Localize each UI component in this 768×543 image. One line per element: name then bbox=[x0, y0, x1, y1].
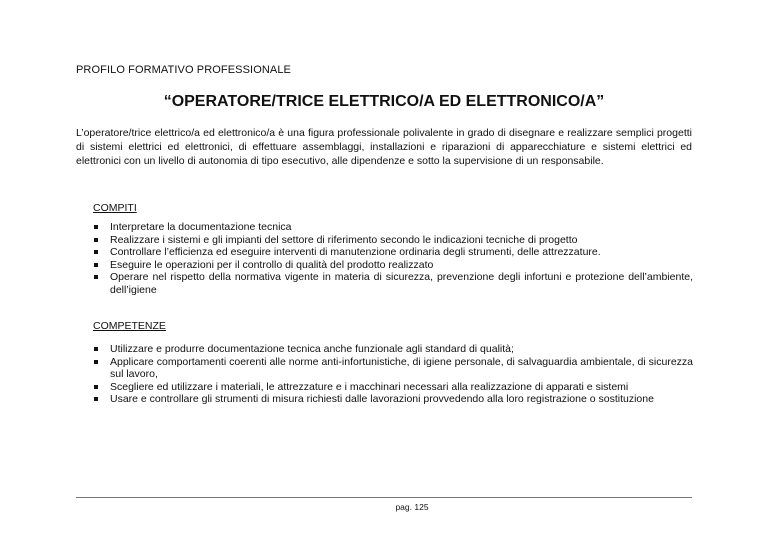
list-item-text: Scegliere ed utilizzare i materiali, le attrezzature e i macchinari necessari alla realizzazione di apparati e sistemi bbox=[110, 380, 629, 393]
list-item bbox=[93, 221, 693, 234]
compiti-list bbox=[93, 221, 693, 296]
document-header: PROFILO FORMATIVO PROFESSIONALE bbox=[76, 64, 291, 76]
page-number: pag. 125 bbox=[395, 502, 429, 512]
list-item bbox=[93, 393, 693, 406]
list-item-text: Interpretare la documentazione tecnica bbox=[110, 221, 292, 233]
list-item bbox=[93, 234, 693, 247]
square-bullet-icon bbox=[94, 385, 98, 389]
list-item-text: Utilizzare e produrre documentazione tecnica anche funzionale agli standard di qualità; bbox=[110, 343, 514, 355]
square-bullet-icon bbox=[94, 225, 98, 229]
list-item-text: Applicare comportamenti coerenti alle norme anti-infortunistiche, di igiene personale, di salvaguardia ambientale, di sicurezza sul lavoro, bbox=[110, 355, 693, 380]
square-bullet-icon bbox=[94, 397, 98, 401]
list-item-text: Operare nel rispetto della normativa vigente in materia di sicurezza, prevenzione degli infortuni e protezione dell’ambiente, dell’igiene bbox=[110, 271, 693, 296]
compiti-heading: COMPITI bbox=[93, 202, 137, 214]
square-bullet-icon bbox=[94, 238, 98, 242]
list-item-text: Realizzare i sistemi e gli impianti del settore di riferimento secondo le indicazioni tecniche di progetto bbox=[110, 233, 578, 246]
intro-paragraph: L’operatore/trice elettrico/a ed elettronico/a è una figura professionale polivalente in grado di disegnare e realizzare semplici progetti di sistemi elettrici ed elettronici, di effettuare assemblaggi, installazioni e riparazioni di apparecchiature e sistemi elettrici ed elettronici con un livello di autonomia di tipo esecutivo, alle dipendenze e sotto la supervisione di un responsabile. bbox=[76, 127, 692, 167]
list-item-text: Controllare l’efficienza ed eseguire interventi di manutenzione ordinaria degli strumenti, delle attrezzature. bbox=[110, 246, 601, 258]
list-item bbox=[93, 381, 693, 394]
list-item-text: Eseguire le operazioni per il controllo di qualità del prodotto realizzato bbox=[110, 258, 434, 271]
list-item bbox=[93, 343, 693, 356]
list-item bbox=[93, 271, 693, 296]
square-bullet-icon bbox=[94, 347, 98, 351]
square-bullet-icon bbox=[94, 263, 98, 267]
list-item bbox=[93, 356, 693, 381]
footer-rule bbox=[76, 497, 692, 498]
square-bullet-icon bbox=[94, 360, 98, 364]
list-item-text: Usare e controllare gli strumenti di misura richiesti dalle lavorazioni provvedendo alla loro registrazione o sostituzione bbox=[110, 393, 654, 405]
square-bullet-icon bbox=[94, 275, 98, 279]
list-item bbox=[93, 246, 693, 259]
page-title: “OPERATORE/TRICE ELETTRICO/A ED ELETTRONICO/A” bbox=[163, 93, 605, 110]
square-bullet-icon bbox=[94, 250, 98, 254]
competenze-list bbox=[93, 343, 693, 406]
competenze-heading: COMPETENZE bbox=[93, 320, 166, 332]
list-item bbox=[93, 259, 693, 272]
